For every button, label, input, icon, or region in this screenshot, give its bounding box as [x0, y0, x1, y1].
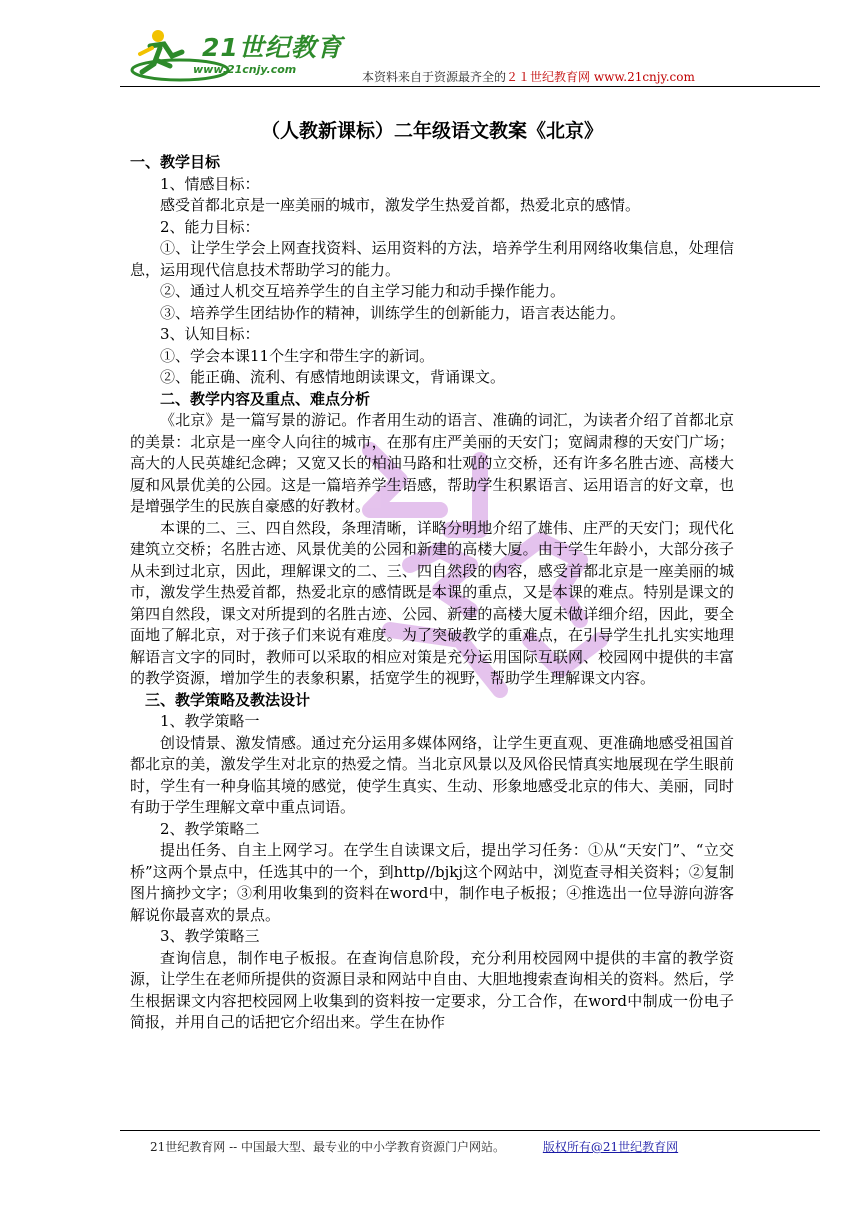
page-header: [0, 0, 860, 95]
document-title: （人教新课标）二年级语文教案《北京》: [260, 120, 603, 142]
logo-text: 21世纪教育: [202, 33, 343, 62]
paragraph: 《北京》是一篇写景的游记。作者用生动的语言、准确的词汇，为读者介绍了首都北京的美景：北京是一座令人向往的城市，在那有庄严美丽的天安门；宽阔肃穆的天安门广场；高大的人民英雄纪念碑；又宽又长的柏油马路和壮观的立交桥，还有许多名胜古迹、高楼大厦和风景优美的公园。这是一篇培养学生语感，帮助学生积累语言、运用语言的好文章，也是增强学生的民族自豪感的好教材。: [130, 411, 734, 515]
page-footer: [150, 1138, 678, 1155]
subheading-ability: 2、能力目标：: [160, 217, 260, 236]
section-heading-objectives: 一、教学目标: [130, 153, 221, 171]
paragraph: ①、让学生学会上网查找资料、运用资料的方法，培养学生利用网络收集信息，处理信息，运用现代信息技术帮助学习的能力。: [130, 239, 734, 279]
header-note: [362, 68, 695, 85]
section-heading-strategy: 三、教学策略及教法设计: [145, 690, 311, 709]
paragraph: ③、培养学生团结协作的精神，训练学生的创新能力，语言表达能力。: [160, 303, 626, 322]
paragraph: 本课的二、三、四自然段，条理清晰，详略分明地介绍了雄伟、庄严的天安门；现代化建筑立交桥；名胜古迹、风景优美的公园和新建的高楼大厦。由于学生年龄小，大部分孩子从未到过北京，因此，理解课文的二、三、四自然段的内容，感受首都北京是一座美丽的城市，激发学生热爱首都，热爱北京的感情既是本课的重点，又是本课的难点。特别是课文的第四自然段，课文对所提到的名胜古迹、公园、新建的高楼大厦未做详细介绍，因此，要全面地了解北京，对于孩子们来说有难度。为了突破教学的重难点，在引导学生扎扎实实地理解语言文字的同时，教师可以采取的相应对策是充分运用国际互联网、校园网中提供的丰富的教学资源，增加学生的表象积累，括宽学生的视野，帮助学生理解课文内容。: [130, 518, 734, 687]
document-body: [130, 118, 734, 1034]
footer-divider: [120, 1130, 820, 1131]
header-site-link[interactable]: ２１世纪教育网: [506, 70, 591, 84]
subheading-emotion: 1、情感目标：: [160, 174, 260, 193]
footer-text: 21世纪教育网 -- 中国最大型、最专业的中小学教育资源门户网站。: [150, 1140, 506, 1154]
paragraph: ②、能正确、流利、有感情地朗读课文，背诵课文。: [160, 368, 506, 386]
paragraph: 查询信息，制作电子板报。在查询信息阶段，充分利用校园网中提供的丰富的教学资源，让学生在老师所提供的资源目录和网站中自由、大胆地搜索查询相关的资料。然后，学生根据课文内容把校园网上收集到的资料按一定要求，分工合作，在word中制成一份电子简报，并用自己的话把它介绍出来。学生在协作: [130, 948, 734, 1031]
paragraph: 创设情景、激发情感。通过充分运用多媒体网络，让学生更直观、更准确地感受祖国首都北京的美，激发学生对北京的热爱之情。当北京风景以及风俗民情真实地展现在学生眼前时，学生有一种身临其境的感觉，使学生真实、生动、形象地感受北京的伟大、美丽，同时有助于学生理解文章中重点词语。: [130, 733, 734, 816]
paragraph: 提出任务、自主上网学习。在学生自读课文后，提出学习任务：①从“天安门”、“立交桥”这两个景点中，任选其中的一个，到http//bjkj这个网站中，浏览查寻相关资料；②复制图片摘抄文字；③利用收集到的资料在word中，制作电子板报；④推选出一位导游向游客解说你最喜欢的景点。: [130, 841, 734, 924]
logo-url: www.21cnjy.com: [193, 63, 297, 76]
subheading-strategy-2: 2、教学策略二: [160, 819, 260, 838]
header-divider: [120, 86, 820, 87]
subheading-cognition: 3、认知目标：: [160, 325, 260, 343]
header-note-prefix: 本资料来自于资源最齐全的: [362, 70, 507, 84]
paragraph: 感受首都北京是一座美丽的城市，激发学生热爱首都，热爱北京的感情。: [160, 196, 641, 214]
copyright-link[interactable]: 版权所有@21世纪教育网: [542, 1140, 679, 1154]
paragraph: ②、通过人机交互培养学生的自主学习能力和动手操作能力。: [160, 282, 566, 300]
paragraph: ①、学会本课11个生字和带生字的新词。: [160, 346, 435, 365]
subheading-strategy-1: 1、教学策略一: [160, 712, 260, 730]
section-heading-content: 二、教学内容及重点、难点分析: [160, 389, 371, 408]
header-url-link[interactable]: www.21cnjy.com: [593, 70, 695, 84]
subheading-strategy-3: 3、教学策略三: [160, 927, 260, 945]
